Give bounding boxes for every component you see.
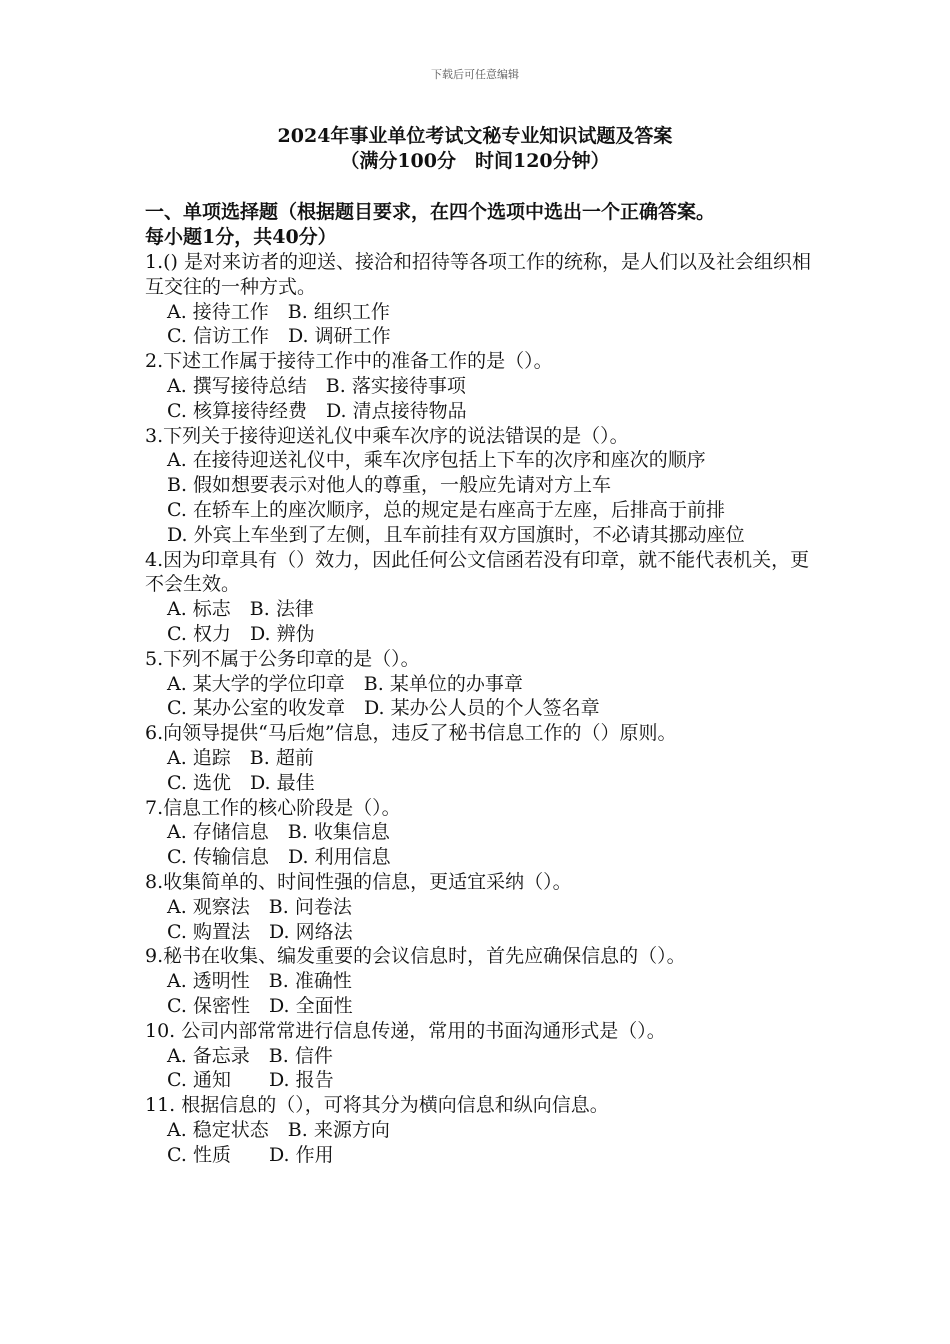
question-10: [145, 1019, 815, 1093]
title-line-1: 2024年事业单位考试文秘专业知识试题及答案: [277, 125, 673, 147]
question-3: [145, 424, 815, 548]
question-option: A. 存储信息 B. 收集信息: [167, 821, 390, 844]
question-option: A. 接待工作 B. 组织工作: [167, 300, 390, 323]
question-option: C. 传输信息 D. 利用信息: [167, 846, 391, 869]
question-5: [145, 647, 815, 721]
question-stem: 11. 根据信息的（），可将其分为横向信息和纵向信息。: [145, 1094, 609, 1117]
question-8: [145, 870, 815, 944]
question-option: C. 在轿车上的座次顺序，总的规定是右座高于左座，后排高于前排: [167, 498, 725, 521]
question-4: [145, 548, 815, 647]
question-stem: 8.收集简单的、时间性强的信息，更适宜采纳（）。: [145, 870, 572, 893]
question-option: C. 保密性 D. 全面性: [167, 994, 353, 1017]
question-stem: 7.信息工作的核心阶段是（）。: [145, 796, 401, 819]
question-option: C. 某办公室的收发章 D. 某办公人员的个人签名章: [167, 697, 600, 720]
section-heading-line-1: 一、单项选择题（根据题目要求，在四个选项中选出一个正确答案。: [145, 201, 716, 223]
question-stem: 2.下述工作属于接待工作中的准备工作的是（）。: [145, 350, 553, 373]
question-option: A. 追踪 B. 超前: [167, 746, 314, 769]
question-option: C. 选优 D. 最佳: [167, 771, 315, 794]
question-2: [145, 349, 815, 423]
question-option: A. 稳定状态 B. 来源方向: [167, 1118, 390, 1141]
question-option: C. 购置法 D. 网络法: [167, 920, 353, 943]
question-7: [145, 796, 815, 870]
question-option: C. 性质 D. 作用: [167, 1143, 334, 1166]
question-option: A. 观察法 B. 问卷法: [167, 895, 352, 918]
question-option: C. 权力 D. 辨伪: [167, 622, 315, 645]
header-note: 下载后可任意编辑: [431, 68, 519, 81]
question-option: C. 通知 D. 报告: [167, 1069, 334, 1092]
question-option: A. 某大学的学位印章 B. 某单位的办事章: [167, 672, 523, 695]
question-stem: 6.向领导提供“马后炮”信息，违反了秘书信息工作的（）原则。: [145, 722, 677, 745]
question-option: A. 备忘录 B. 信件: [167, 1044, 333, 1067]
question-option: D. 外宾上车坐到了左侧，且车前挂有双方国旗时，不必请其挪动座位: [167, 523, 745, 546]
question-option: A. 透明性 B. 准确性: [167, 970, 352, 993]
question-stem: 10. 公司内部常常进行信息传递，常用的书面沟通形式是（）。: [145, 1019, 666, 1042]
question-6: [145, 721, 815, 795]
question-9: [145, 944, 815, 1018]
section-heading-line-2: 每小题1分，共40分）: [145, 226, 337, 248]
question-1: [145, 250, 815, 349]
section-heading: [145, 200, 845, 250]
question-option: A. 标志 B. 法律: [167, 598, 314, 621]
question-option: A. 在接待迎送礼仪中，乘车次序包括上下车的次序和座次的顺序: [167, 449, 706, 472]
title-line-2: （满分100分 时间120分钟）: [340, 150, 610, 172]
question-option: A. 撰写接待总结 B. 落实接待事项: [167, 374, 466, 397]
question-stem: 4.因为印章具有（）效力，因此任何公文信函若没有印章，就不能代表机关，更不会生效。: [145, 548, 810, 596]
question-option: C. 信访工作 D. 调研工作: [167, 325, 391, 348]
question-stem: 1.() 是对来访者的迎送、接洽和招待等各项工作的统称，是人们以及社会组织相互交往的一种方式。: [145, 251, 811, 298]
question-stem: 3.下列关于接待迎送礼仪中乘车次序的说法错误的是（）。: [145, 424, 629, 447]
question-option: C. 核算接待经费 D. 清点接待物品: [167, 399, 467, 422]
question-option: B. 假如想要表示对他人的尊重，一般应先请对方上车: [167, 474, 612, 497]
question-stem: 9.秘书在收集、编发重要的会议信息时，首先应确保信息的（）。: [145, 945, 686, 968]
question-list: [145, 250, 815, 1167]
document-title: [0, 124, 950, 174]
question-11: [145, 1093, 815, 1167]
question-stem: 5.下列不属于公务印章的是（）。: [145, 647, 420, 670]
